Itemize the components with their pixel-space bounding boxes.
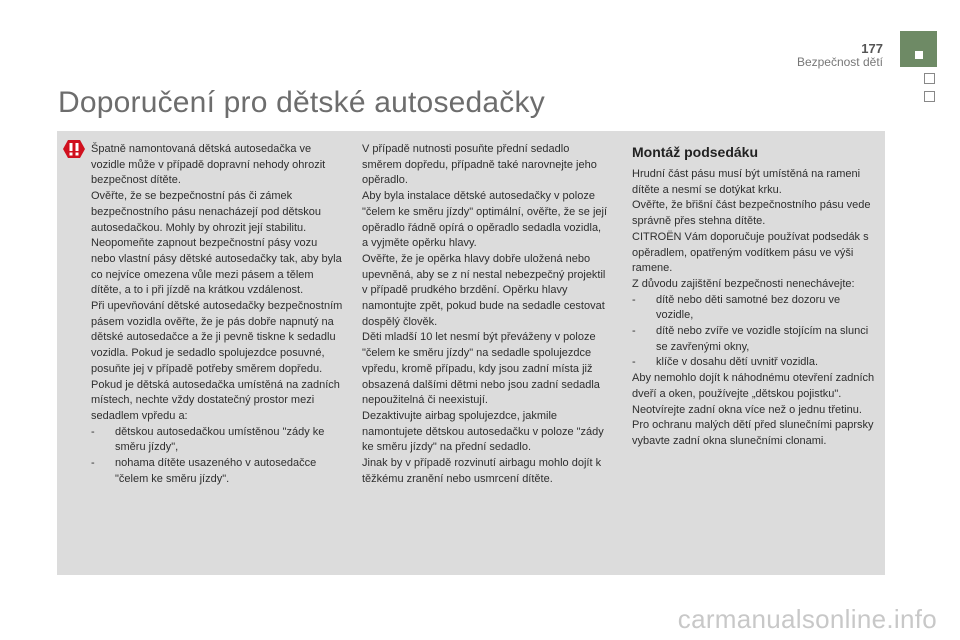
paragraph: Aby byla instalace dětské autosedačky v poloze "čelem ke směru jízdy" optimální, ověřte, že se její opěradlo řádně opírá o opěradlo sedadla vozidla, a vyjměte opěrku hlavy. [362, 190, 608, 250]
page-title: Doporučení pro dětské autosedačky [58, 86, 545, 119]
paragraph: Dezaktivujte airbag spolujezdce, jakmile namontujete dětskou autosedačku v poloze "zády ke směru jízdy" na přední sedadlo. [362, 409, 604, 454]
list-item: - dětskou autosedačkou umístěnou "zády ke směru jízdy", [91, 425, 325, 454]
column-right [632, 142, 880, 450]
page-number: 177 [861, 41, 883, 56]
paragraph: Neopomeňte zapnout bezpečnostní pásy vozu nebo vlastní pásy dětské autosedačky tak, aby byla co nejvíce omezena vůle mezi pásem a tělem dítěte, a to i při jízdě na krátkou vzdálenost. [91, 237, 342, 297]
paragraph: Ověřte, že je opěrka hlavy dobře uložená nebo upevněná, aby se z ní nestal nebezpečný projektil v případě prudkého brzdění. Opěrku hlavy namontujte zpět, pokud bude na sedadle cestovat dospělý člověk. [362, 252, 606, 328]
paragraph: Neotvírejte zadní okna více než o jednu třetinu. [632, 403, 862, 416]
section-heading: Montáž podsedáku [632, 144, 759, 160]
paragraph: Špatně namontovaná dětská autosedačka ve vozidle může v případě dopravní nehody ohrozit bezpečnost dítěte. [91, 143, 326, 187]
paragraph: V případě nutnosti posuňte přední sedadlo směrem dopředu, případně také narovnejte jeho opěradlo. [362, 143, 597, 187]
paragraph: Ověřte, že se bezpečnostní pás či zámek bezpečnostního pásu nenacházejí pod dětskou autosedačkou. Mohly by ohrozit její stabilitu. [91, 190, 321, 234]
paragraph: Aby nemohlo dojít k náhodnému otevření zadních dveří a oken, používejte „dětskou pojistku". [632, 372, 875, 400]
list-item: - dítě nebo zvíře ve vozidle stojícím na slunci se zavřenými okny, [632, 325, 869, 353]
paragraph: CITROËN Vám doporučuje používat podsedák s opěradlem, opatřeným vodítkem pásu ve výši ramene. [632, 230, 869, 275]
chapter-tab-marker [900, 31, 937, 67]
list-item: - dítě nebo děti samotné bez dozoru ve vozidle, [632, 293, 841, 322]
chapter-marker-box [924, 91, 935, 102]
list-item: - nohama dítěte usazeného v autosedačce "čelem ke směru jízdy". [91, 457, 317, 485]
paragraph: Z důvodu zajištění bezpečnosti nenechávejte: [632, 277, 855, 290]
paragraph: Pokud je dětská autosedačka umístěná na zadních místech, nechte vždy dostatečný prostor mezi sedadlem vpředu a: [91, 378, 340, 422]
paragraph: Ověřte, že břišní část bezpečnostního pásu vede správně přes stehna dítěte. [632, 199, 871, 228]
watermark: carmanualsonline.info [677, 604, 937, 634]
chapter-marker-box [924, 73, 935, 84]
paragraph: Jinak by v případě rozvinutí airbagu mohlo dojít k těžkému zranění nebo usmrcení dítěte. [362, 457, 602, 485]
paragraph: Pro ochranu malých dětí před slunečními paprsky vybavte zadní okna slunečními clonami. [632, 419, 874, 447]
exclamation-warning-icon [62, 139, 86, 159]
column-middle [362, 142, 610, 487]
paragraph: Děti mladší 10 let nesmí být převáženy v poloze "čelem ke směru jízdy" na sedadle spolujezdce vpředu, kromě případu, kdy jsou zadní místa již obsazená dalšími dětmi nebo jsou zadní sedadla nepoužitelná či neexistují. [362, 331, 600, 407]
list-item: - klíče v dosahu dětí uvnitř vozidla. [632, 356, 819, 369]
section-name: Bezpečnost dětí [796, 55, 883, 69]
paragraph: Při upevňování dětské autosedačky bezpečnostním pásem vozidla ověřte, že je pás dobře napnutý na dětské autosedačce a že ji pevně tiskne k sedadlu vozidla. Pokud je sedadlo spolujezdce posuvné, posuňte jej v případě potřeby směrem dopředu. [91, 300, 343, 375]
paragraph: Hrudní část pásu musí být umístěná na rameni dítěte a nesmí se dotýkat krku. [632, 168, 861, 196]
column-left [91, 142, 344, 487]
